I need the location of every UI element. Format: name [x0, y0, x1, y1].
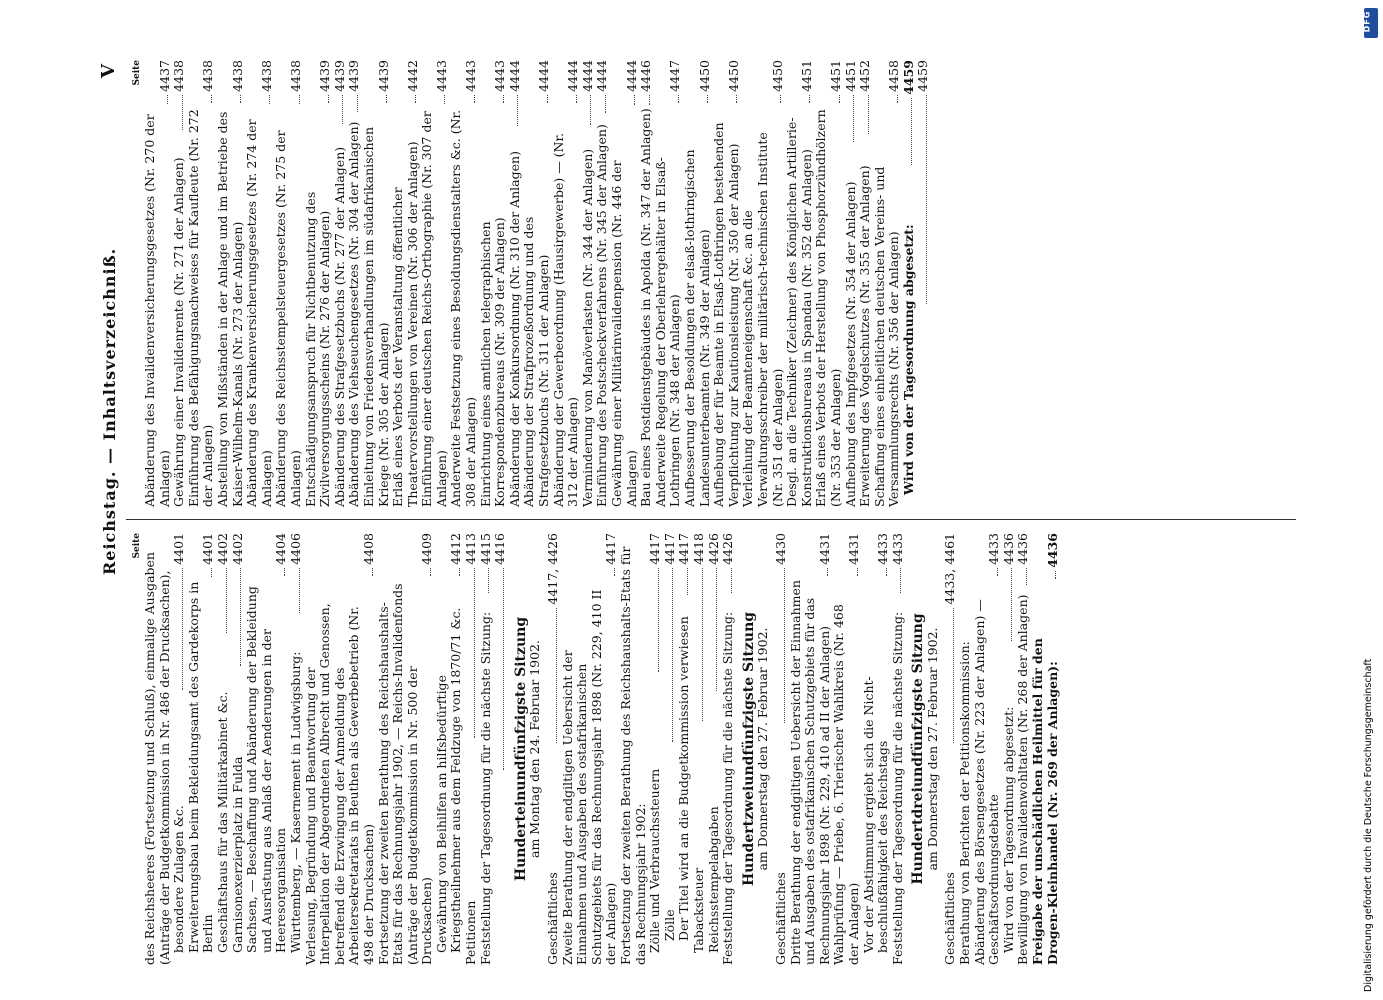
leader-dots	[839, 95, 840, 103]
index-entry	[789, 533, 833, 965]
index-entry	[479, 60, 508, 507]
leader-dots	[182, 95, 183, 130]
entry-page-number: 4444	[623, 60, 639, 92]
leader-dots	[556, 608, 557, 744]
leader-dots	[372, 568, 373, 576]
entry-text: Abänderung des Krankenversicherungsgesetzes (Nr. 274 der Anlagen)	[244, 119, 274, 507]
dfg-logo	[1364, 8, 1378, 38]
leader-dots	[240, 568, 241, 666]
entry-page-number: 4417, 4426	[545, 532, 561, 605]
leader-dots	[547, 95, 548, 103]
index-entry	[1016, 533, 1031, 965]
index-entry	[873, 60, 902, 507]
index-entry	[707, 533, 722, 965]
session-date: am Montag den 24. Februar 1902.	[527, 640, 543, 858]
entry-text: Fortsetzung der zweiten Berathung des Reichshaushalts-Etats für das Rechnungsjahr 1902:	[618, 546, 648, 965]
index-entry	[610, 60, 639, 507]
entry-text: Desgl. an die Techniker (Zeichner) des Königlichen Artillerie-Konstruktionsbureaus in Spandau (Nr. 352 der Anlagen)	[784, 117, 814, 507]
entry-page-number: 4459	[900, 59, 916, 95]
leader-dots	[614, 568, 615, 576]
leader-dots	[357, 95, 358, 112]
entry-text: Abänderung des Viehseuchengesetzes (Nr. 304 der Anlagen)	[346, 121, 362, 507]
entry-text: Tabacksteuer	[690, 867, 706, 953]
index-entry	[464, 533, 479, 965]
entry-page-number: 4438	[171, 60, 187, 92]
entry-page-number: 4450	[696, 60, 712, 92]
leader-dots	[716, 568, 717, 691]
index-entry	[648, 533, 663, 965]
entry-text: Einrichtung eines amtlichen telegraphischen Korrespondenzbureaus (Nr. 309 der Anlagen)	[477, 217, 508, 507]
left-entries	[143, 533, 1060, 965]
leader-dots	[678, 95, 679, 103]
entry-text: Verminderung von Manöverlasten (Nr. 344 der Anlagen)	[579, 148, 595, 507]
entry-text: Wahlprüfung — Priebe, 6. Trierischer Wahlkreis (Nr. 468 der Anlagen)	[831, 604, 861, 965]
entry-text: Abänderung des Invalidenversicherungsgesetzes (Nr. 270 der Anlagen)	[142, 114, 172, 507]
entry-page-number: 4443	[433, 60, 449, 92]
entry-page-number: 4438	[200, 60, 216, 92]
index-entry	[858, 60, 873, 507]
index-entry	[493, 533, 508, 965]
entry-page-number: 4406	[287, 532, 303, 565]
entry-page-number: 4447	[667, 60, 683, 92]
entry-page-number: 4442	[404, 60, 420, 92]
entry-text: Verleihung der Beamteneigenschaft &c. an die Verwaltungsschreiber der militärisch-technischen Institute (Nr. 351 der Anlagen)	[740, 132, 785, 507]
index-entry	[508, 60, 523, 507]
leader-dots	[342, 95, 343, 125]
entry-page-number: 4446	[638, 60, 654, 92]
index-entry	[216, 60, 245, 507]
entry-text: Feststellung der Tagesordnung für die nächste Sitzung:	[720, 611, 736, 965]
index-entry	[304, 533, 377, 965]
leader-dots	[590, 95, 591, 126]
leader-dots	[284, 568, 285, 576]
entry-text: Geschäftshaus für das Militärkabinet &c.	[214, 691, 230, 953]
leader-dots	[299, 95, 300, 104]
entry-page-number: 4437	[156, 60, 172, 92]
leader-dots	[459, 568, 460, 576]
entry-text: Geschäftliches	[772, 872, 788, 965]
index-entry	[289, 533, 304, 965]
leader-dots	[687, 568, 688, 596]
index-entry	[595, 60, 610, 507]
entry-page-number: 4450	[769, 60, 785, 92]
leader-dots	[649, 95, 650, 105]
entry-page-number: 4401	[171, 532, 187, 565]
entry-text: Anderweite Festsetzung eines Besoldungsdienstalters &c. (Nr. 308 der Anlagen)	[448, 109, 479, 507]
index-entry	[304, 60, 333, 507]
leader-dots	[926, 95, 927, 305]
entry-text: Erlaß eines Verbots der Herstellung von Phosphorzündhölzern (Nr. 353 der Anlagen)	[813, 109, 843, 507]
entry-text: Gewährung von Beihilfen an hilfsbedürftige Kriegstheilnehmer aus dem Feldzuge von 1870/71 &c.	[433, 607, 464, 953]
entry-page-number: 4458	[886, 60, 902, 92]
leader-dots	[240, 95, 241, 103]
entry-page-number: 4431	[845, 533, 861, 565]
entry-page-number: 4436	[1015, 532, 1031, 565]
index-entry	[712, 60, 741, 507]
index-entry	[391, 60, 420, 507]
leader-dots	[299, 568, 300, 613]
running-head-title: Reichstag. — Inhaltsverzeichniß.	[100, 247, 119, 575]
entry-text: Dritte Berathung der endgiltigen Uebersicht der Einnahmen und Ausgaben des ostafrikanischen Schutzgebiets für das Rechnungsjahr 1898 (Nr. 229, 410 ad II der Anlagen)	[787, 580, 832, 965]
leader-dots	[809, 95, 810, 103]
index-entry	[479, 533, 494, 965]
leader-dots	[474, 95, 475, 103]
index-entry	[619, 533, 648, 965]
leader-dots	[430, 568, 431, 576]
entry-page-number: 4417	[661, 532, 677, 565]
index-entry	[377, 533, 435, 965]
leader-dots	[226, 568, 227, 633]
seite-label: Seite	[132, 60, 142, 86]
index-entry	[958, 533, 973, 965]
index-entry	[522, 60, 551, 507]
index-entry	[420, 60, 449, 507]
entry-page-number: 4409	[419, 533, 435, 565]
index-entry	[774, 533, 789, 965]
entry-text: Anderweite Regelung der Oberlehrergehälter in Elsaß-Lothringen (Nr. 348 der Anlagen)	[652, 157, 683, 507]
leader-dots	[503, 568, 504, 770]
leader-dots	[953, 608, 954, 744]
index-entry	[785, 60, 814, 507]
session-heading: Hundertdreiundfünfzigste Sitzung	[910, 613, 927, 885]
leader-dots	[736, 95, 737, 103]
entry-text: Freigabe der unschädlichen Heilmittel für den Drogen-Kleinhandel (Nr. 269 der Anlagen):	[1030, 638, 1060, 965]
index-entry	[1031, 533, 1060, 965]
index-entry	[692, 533, 707, 965]
entry-page-number: 4408	[360, 533, 376, 565]
entry-text: Zweite Berathung der endgiltigen Uebersicht der Einnahmen und Ausgaben des ostafrikanischen Schutzgebiets für das Rechnungsjahr 1898 (Nr. 229, 410 II der Anlagen)	[559, 589, 619, 965]
entry-text: Aufhebung des Impfgesetzes (Nr. 354 der Anlagen)	[842, 181, 858, 507]
entry-text: Gewährung einer Militärinvalidenpension (Nr. 446 der Anlagen)	[609, 160, 639, 507]
entry-text: Württemberg, — Kasernement in Ludwigsburg:	[287, 651, 303, 953]
entry-page-number: 4444	[565, 60, 581, 92]
leader-dots	[702, 568, 703, 722]
index-entry	[449, 60, 478, 507]
leader-dots	[1055, 571, 1056, 579]
leader-dots	[503, 95, 504, 103]
credit-text: Digitalisierung gefördert durch die Deutsche Forschungsgemeinschaft	[1363, 658, 1374, 992]
entry-page-number: 4426	[705, 533, 721, 565]
leader-dots	[672, 568, 673, 742]
entry-text: Petitionen	[463, 900, 479, 965]
entry-page-number: 4459	[915, 60, 931, 92]
entry-text: Abänderung der Konkursordnung (Nr. 310 der Anlagen)	[506, 151, 522, 507]
entry-page-number: 4426	[720, 533, 736, 565]
running-head	[96, 60, 122, 965]
entry-page-number: 4402	[214, 533, 230, 565]
entry-text: Garnisonexerzierplatz in Fulda	[229, 756, 245, 953]
seite-label: Seite	[132, 533, 142, 559]
index-entry	[245, 533, 289, 965]
entry-page-number: 4450	[725, 60, 741, 92]
entry-text: des Reichsheeres (Fortsetzung und Schluß), einmalige Ausgaben (Anträge der Budgetkommission in Nr. 486 der Drucksachen),	[142, 552, 172, 965]
index-entry	[274, 60, 303, 507]
index-entry	[581, 60, 596, 507]
entry-text: Vor der Abstimmung ergiebt sich die Nicht-beschlußfähigkeit des Reichstags	[860, 676, 891, 953]
index-entry	[683, 60, 712, 507]
index-entry	[721, 533, 736, 965]
index-entry	[741, 60, 785, 507]
entry-page-number: 4433	[889, 533, 905, 565]
index-entry	[216, 533, 231, 965]
entry-page-number: 4451	[827, 60, 843, 92]
entry-page-number: 4451	[842, 59, 858, 92]
entry-page-number: 4439	[331, 60, 347, 92]
index-entry	[639, 60, 654, 507]
entry-text: Abänderung der Gewerbeordnung (Hausirgewerbe) — (Nr. 312 der Anlagen)	[550, 132, 581, 507]
entry-page-number: 4431	[816, 533, 832, 565]
index-entry	[362, 60, 391, 507]
entry-text: Der Titel wird an die Budgetkommission verwiesen	[676, 616, 692, 941]
entry-page-number: 4438	[229, 60, 245, 92]
entry-text: Geschäftliches	[942, 872, 958, 965]
entry-text: Zölle	[661, 909, 677, 941]
entry-text: Einführung einer deutschen Reichs-Orthographie (Nr. 307 der Anlagen)	[419, 111, 449, 507]
index-entry	[546, 533, 561, 965]
index-entry	[187, 533, 216, 965]
entry-text: Aufhebung der für Beamte in Elsaß-Lothringen bestehenden Verpflichtung zur Kautionsleistung (Nr. 350 der Anlagen)	[711, 122, 741, 507]
leader-dots	[1026, 568, 1027, 585]
entry-page-number: 4433, 4461	[942, 532, 958, 605]
entry-text: Bewilligung von Invalidenwohltaten (Nr. 268 der Anlagen)	[1015, 594, 1031, 965]
entry-page-number: 4439	[346, 59, 362, 92]
leader-dots	[488, 568, 489, 594]
leader-dots	[731, 568, 732, 594]
leader-dots	[474, 568, 475, 738]
session-date: am Donnerstag den 27. Februar 1902.	[924, 627, 940, 871]
entry-text: Erlaß eines Verbots der Veranstaltung öffentlicher Theatervorstellungen von Vereinen (Nr. 306 der Anlagen)	[390, 141, 420, 507]
entry-page-number: 4404	[273, 533, 289, 565]
entry-text: Zölle und Verbrauchssteuern	[647, 768, 663, 953]
entry-text: Wird von der Tagesordnung abgesetzt:	[900, 224, 916, 495]
leader-dots	[868, 95, 869, 134]
leader-dots	[576, 95, 577, 103]
entry-text: Erweiterung des Vogelschutzes (Nr. 355 der Anlagen)	[857, 165, 873, 507]
index-entry	[143, 60, 172, 507]
index-entry	[832, 533, 861, 965]
entry-text: Abänderung der Strafprozeßordnung und des Strafgesetzbuchs (Nr. 311 der Anlagen)	[521, 216, 552, 507]
entry-text: Fortsetzung der zweiten Berathung des Reichshaushalts-Etats für das Rechnungsjahr 1902, — Reichs-Invalidenfonds (Anträge der Budgetkommission in Nr. 500 der Drucksachen)	[375, 583, 435, 965]
entry-page-number: 4417	[647, 532, 663, 565]
entry-page-number: 4418	[690, 532, 706, 565]
entry-text: Einleitung von Friedensverhandlungen im südafrikanischen Kriege (Nr. 305 der Anlagen)	[360, 126, 391, 507]
entry-page-number: 4433	[875, 533, 891, 565]
index-entry	[943, 533, 958, 965]
index-entry	[663, 533, 678, 965]
leader-dots	[857, 568, 858, 577]
index-entry	[347, 60, 362, 507]
index-entry	[844, 60, 859, 507]
entry-text: Einführung des Postscheckverfahrens (Nr. 345 der Anlagen)	[594, 124, 610, 507]
index-entry	[561, 533, 619, 965]
index-entry	[891, 533, 906, 965]
entry-page-number: 4443	[492, 60, 508, 92]
entry-page-number: 4415	[477, 533, 493, 565]
index-entry	[654, 60, 683, 507]
index-entry	[902, 60, 917, 507]
entry-text: Berathung von Berichten der Petitionskommission:	[957, 641, 973, 965]
entry-page-number: 4416	[492, 533, 508, 565]
entry-page-number: 4401	[200, 533, 216, 565]
entry-page-number: 4438	[287, 60, 303, 92]
document-page	[96, 60, 1336, 965]
index-entry	[552, 60, 581, 507]
leader-dots	[911, 98, 912, 165]
entry-text: Abänderung des Börsengesetzes (Nr. 223 der Anlagen) — Geschäftsordnungsdebatte	[971, 599, 1002, 965]
entry-text: Abstellung von Mißständen in der Anlage und im Betriebe des Kaiser-Wilhelm-Kanals (Nr. 273 der Anlagen)	[214, 111, 245, 507]
entry-page-number: 4439	[317, 60, 333, 92]
leader-dots	[415, 95, 416, 103]
column-divider	[126, 519, 1296, 520]
session-heading: Hundertzweiundfünfzigste Sitzung	[740, 611, 757, 887]
entry-text: Schaffung eines einheitlichen deutschen Vereins- und Versammlungsrechts (Nr. 356 der Anlagen)	[871, 166, 902, 507]
leader-dots	[167, 95, 168, 104]
entry-page-number: 4436	[1044, 533, 1060, 568]
entry-text: Bau eines Postdienstgebäudes in Apolda (Nr. 347 der Anlagen)	[638, 108, 654, 507]
session-heading: Hunderteinundfünfzigste Sitzung	[512, 616, 529, 882]
entry-page-number: 4451	[798, 60, 814, 92]
entry-text: Abänderung des Strafgesetzbuchs (Nr. 277 der Anlagen)	[331, 146, 347, 507]
leader-dots	[827, 568, 828, 576]
entry-page-number: 4438	[258, 60, 274, 92]
entry-page-number: 4444	[506, 59, 522, 92]
leader-dots	[634, 95, 635, 105]
entry-page-number: 4452	[857, 59, 873, 92]
entry-page-number: 4439	[375, 60, 391, 92]
index-entry	[862, 533, 891, 965]
leader-dots	[444, 95, 445, 104]
index-entry	[245, 60, 274, 507]
entry-text: Abänderung des Reichsstempelsteuergesetzes (Nr. 275 der Anlagen)	[273, 130, 303, 507]
right-entries	[143, 60, 931, 507]
right-column	[130, 60, 1336, 507]
index-entry	[172, 533, 187, 965]
entry-page-number: 4444	[579, 60, 595, 92]
index-entry	[172, 60, 187, 507]
leader-dots	[853, 95, 854, 142]
leader-dots	[784, 568, 785, 724]
entry-text: Feststellung der Tagesordnung für die nächste Sitzung:	[889, 611, 905, 965]
entry-page-number: 4444	[594, 59, 610, 92]
page-number: V	[98, 64, 119, 78]
leader-dots	[182, 568, 183, 690]
entry-page-number: 4430	[772, 533, 788, 565]
index-entry	[231, 533, 246, 965]
entry-page-number: 4413	[463, 532, 479, 565]
entry-text: Entschädigungsanspruch für Nichtbenutzung des Zivilversorgungsscheins (Nr. 276 der Anlagen)	[302, 191, 333, 507]
index-entry	[143, 533, 172, 965]
digitization-credit	[1362, 8, 1378, 992]
entry-page-number: 4417	[603, 533, 619, 565]
index-entry	[1002, 533, 1017, 965]
entry-text: Geschäftliches	[545, 872, 561, 965]
dfg-logo-text: DFG	[1362, 10, 1372, 33]
leader-dots	[517, 95, 518, 127]
entry-text: Aufbesserung der Besoldungen der elsaß-lothringischen Landesunterbeamten (Nr. 349 der Anlagen)	[681, 149, 712, 507]
entry-text: Sachsen, — Beschaffung und Abänderung der Bekleidung und Ausrüstung aus Anlaß der Aenderungen in der Heeresorganisation	[244, 586, 289, 953]
entry-text: Wird von der Tagesordnung abgesetzt:	[1000, 706, 1016, 953]
index-entry	[677, 533, 692, 965]
leader-dots	[897, 95, 898, 103]
leader-dots	[386, 95, 387, 103]
entry-text: Erweiterungsbau beim Bekleidungsamt des Gardekorps in Berlin	[185, 581, 216, 953]
index-entry	[916, 60, 931, 507]
leader-dots	[780, 95, 781, 103]
entry-page-number: 4417	[676, 532, 692, 565]
index-entry	[435, 533, 464, 965]
leader-dots	[997, 568, 998, 576]
entry-page-number: 4443	[463, 60, 479, 92]
leader-dots	[658, 568, 659, 672]
entry-text: Einführung des Befähigungsnachweises für Kaufleute (Nr. 272 der Anlagen)	[185, 109, 216, 507]
entry-text: Verlesung, Begründung und Beantwortung der Interpellation der Abgeordneten Albrecht und Genossen, betreffend die Erzwingung der Anmeldung des Arbeitersekretariats in Beuthen als Gewerbebetrieb (Nr. 498 der Drucksachen)	[302, 603, 376, 965]
leader-dots	[900, 568, 901, 594]
leader-dots	[211, 95, 212, 103]
entry-page-number: 4433	[986, 533, 1002, 565]
entry-page-number: 4412	[448, 533, 464, 565]
leader-dots	[269, 95, 270, 104]
entry-text: Gewährung einer Invalidenrente (Nr. 271 der Anlagen)	[171, 157, 187, 507]
left-column	[130, 533, 1336, 965]
leader-dots	[211, 568, 212, 577]
index-entry	[333, 60, 348, 507]
leader-dots	[328, 95, 329, 103]
index-entry	[187, 60, 216, 507]
leader-dots	[1011, 568, 1012, 641]
index-entry	[973, 533, 1002, 965]
leader-dots	[886, 568, 887, 576]
entry-text: Reichsstempelabgaben	[705, 806, 721, 953]
entry-page-number: 4402	[229, 533, 245, 565]
index-entry	[814, 60, 843, 507]
entry-page-number: 4436	[1000, 533, 1016, 565]
leader-dots	[605, 95, 606, 113]
entry-text: besondere Zulagen &c.	[171, 805, 187, 953]
leader-dots	[707, 95, 708, 103]
entry-page-number: 4444	[536, 60, 552, 92]
entry-text: Feststellung der Tagesordnung für die nächste Sitzung:	[477, 611, 493, 965]
session-date: am Donnerstag den 27. Februar 1902.	[755, 627, 771, 871]
